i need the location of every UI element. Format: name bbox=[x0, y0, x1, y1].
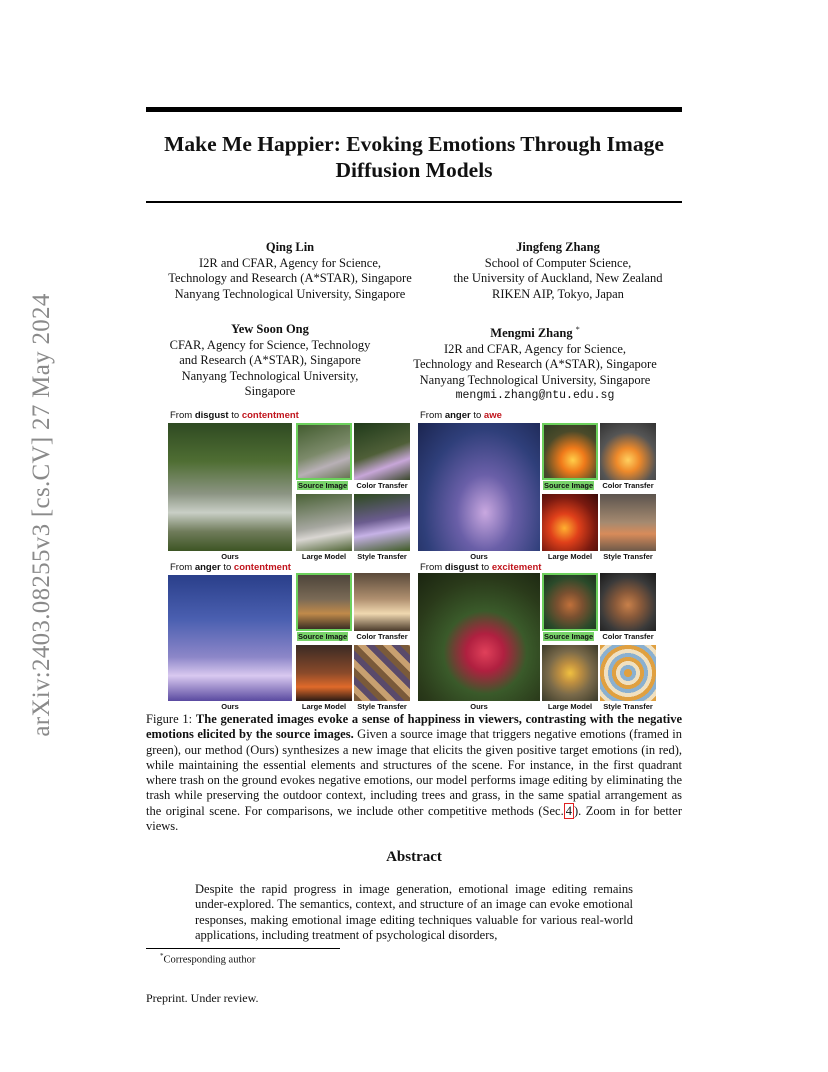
caption-body: Given a source image that triggers negative emotions (framed in green), our method (Ours) synthesizes a new image that elicits the given positive target emotions (in red), while maintaining the essential elements and structures of the scene. For instance, in the first quadrant where trash on the ground evokes negative emotions, our model performs image editing by eliminating the trash while preserving the outdoor context, including trees and grass, in the same spatial arrangement as the original scene. For comparisons, we include other competitive methods (Sec. bbox=[146, 727, 683, 818]
quadrant-title: From disgust to contentment bbox=[170, 410, 299, 421]
arxiv-stamp: arXiv:2403.08255v3 [cs.CV] 27 May 2024 bbox=[28, 293, 55, 737]
quadrant-anger-to-awe bbox=[416, 410, 660, 560]
author-affiliation: and Research (A*STAR), Singapore bbox=[179, 353, 361, 367]
caption-tail: ). Zoom in for better views. bbox=[146, 803, 682, 834]
source-image bbox=[542, 573, 598, 631]
footnote bbox=[160, 952, 255, 966]
quadrant-title: From anger to awe bbox=[420, 410, 502, 421]
source-image-label: Source Image bbox=[298, 632, 348, 641]
footnote-text: Corresponding author bbox=[163, 954, 256, 966]
preprint-footer: Preprint. Under review. bbox=[146, 991, 259, 1005]
figure-1 bbox=[166, 410, 662, 712]
quadrant-disgust-to-contentment bbox=[166, 410, 410, 560]
ours-image bbox=[168, 423, 292, 551]
style-transfer-label: Style Transfer bbox=[357, 702, 407, 711]
author-name: Jingfeng Zhang bbox=[516, 240, 600, 254]
author-affiliation: Technology and Research (A*STAR), Singapore bbox=[168, 271, 412, 285]
ours-label: Ours bbox=[221, 552, 239, 561]
color-transfer-label: Color Transfer bbox=[356, 481, 408, 490]
author-email[interactable]: mengmi.zhang@ntu.edu.sg bbox=[455, 389, 615, 403]
abstract-text: Despite the rapid progress in image generation, emotional image editing remains under-explored. The semantics, context, and structure of an image can evoke emotional responses, making emotional image editing techniques valuable for various real-world applications, including treatment of psychological disorders, bbox=[195, 882, 633, 942]
source-image-label: Source Image bbox=[298, 481, 348, 490]
footnote-rule bbox=[146, 948, 340, 949]
ours-image bbox=[168, 575, 292, 701]
color-transfer-label: Color Transfer bbox=[602, 632, 654, 641]
large-model-label: Large Model bbox=[547, 552, 593, 561]
author-affiliation: CFAR, Agency for Science, Technology bbox=[169, 337, 371, 352]
style-transfer-image bbox=[600, 494, 656, 551]
author-affiliation: I2R and CFAR, Agency for Science, bbox=[198, 255, 382, 270]
style-transfer-label: Style Transfer bbox=[603, 702, 653, 711]
author-name: Yew Soon Ong bbox=[231, 322, 309, 336]
quadrant-title: From disgust to excitement bbox=[420, 562, 542, 573]
title-bottom-rule bbox=[146, 201, 682, 203]
author-affiliation: RIKEN AIP, Tokyo, Japan bbox=[492, 286, 624, 301]
corresponding-mark: * bbox=[575, 325, 580, 334]
paper-title: Make Me Happier: Evoking Emotions Through Image Diffusion Models bbox=[164, 132, 664, 182]
style-transfer-image bbox=[354, 494, 410, 551]
author-affiliation: Technology and Research (A*STAR), Singapore bbox=[413, 357, 657, 372]
large-model-image bbox=[542, 494, 598, 551]
author-block-jingfeng-zhang bbox=[413, 240, 703, 302]
source-image bbox=[542, 423, 598, 480]
section-ref-link[interactable]: 4 bbox=[565, 803, 572, 818]
ours-image bbox=[418, 573, 540, 701]
style-transfer-image bbox=[600, 645, 656, 701]
quadrant-title: From anger to contentment bbox=[170, 562, 291, 573]
color-transfer-image bbox=[354, 573, 410, 631]
quadrant-anger-to-contentment bbox=[166, 562, 410, 712]
author-block-yew-soon-ong bbox=[125, 322, 415, 400]
large-model-image bbox=[296, 645, 352, 701]
color-transfer-label: Color Transfer bbox=[356, 632, 408, 641]
style-transfer-label: Style Transfer bbox=[357, 552, 407, 561]
large-model-label: Large Model bbox=[547, 702, 593, 711]
author-affiliation: Singapore bbox=[244, 384, 296, 398]
large-model-label: Large Model bbox=[301, 552, 347, 561]
large-model-image bbox=[296, 494, 352, 551]
ours-label: Ours bbox=[221, 702, 239, 711]
caption-label: Figure 1: bbox=[146, 712, 193, 726]
source-image-label: Source Image bbox=[544, 481, 594, 490]
ours-label: Ours bbox=[470, 702, 488, 711]
ours-image bbox=[418, 423, 540, 551]
author-affiliation: School of Computer Science, bbox=[484, 255, 632, 270]
color-transfer-image bbox=[354, 423, 410, 480]
source-image bbox=[296, 423, 352, 480]
large-model-image bbox=[542, 645, 598, 701]
color-transfer-label: Color Transfer bbox=[602, 481, 654, 490]
color-transfer-image bbox=[600, 423, 656, 480]
ours-label: Ours bbox=[470, 552, 488, 561]
author-affiliation: Nanyang Technological University, Singapore bbox=[419, 372, 651, 387]
style-transfer-label: Style Transfer bbox=[603, 552, 653, 561]
caption-bold: The generated images evoke a sense of happiness in viewers, contrasting with the negative emotions elicited by the source images. bbox=[146, 712, 683, 742]
author-block-qing-lin bbox=[145, 240, 435, 302]
style-transfer-image bbox=[354, 645, 410, 701]
source-image-label: Source Image bbox=[544, 632, 594, 641]
quadrant-disgust-to-excitement bbox=[416, 562, 660, 712]
author-affiliation: Nanyang Technological University, Singapore bbox=[174, 286, 406, 301]
author-block-mengmi-zhang bbox=[390, 322, 680, 404]
author-name: Qing Lin bbox=[265, 240, 315, 254]
footnote-mark: * bbox=[160, 952, 164, 960]
author-affiliation: Nanyang Technological University, bbox=[181, 368, 359, 383]
source-image bbox=[296, 573, 352, 631]
abstract-heading: Abstract bbox=[386, 849, 442, 865]
figure-caption bbox=[146, 712, 682, 834]
author-name: Mengmi Zhang bbox=[490, 326, 573, 341]
color-transfer-image bbox=[600, 573, 656, 631]
title-top-rule bbox=[146, 107, 682, 112]
large-model-label: Large Model bbox=[301, 702, 347, 711]
author-affiliation: I2R and CFAR, Agency for Science, bbox=[443, 341, 627, 356]
author-affiliation: the University of Auckland, New Zealand bbox=[453, 271, 663, 285]
